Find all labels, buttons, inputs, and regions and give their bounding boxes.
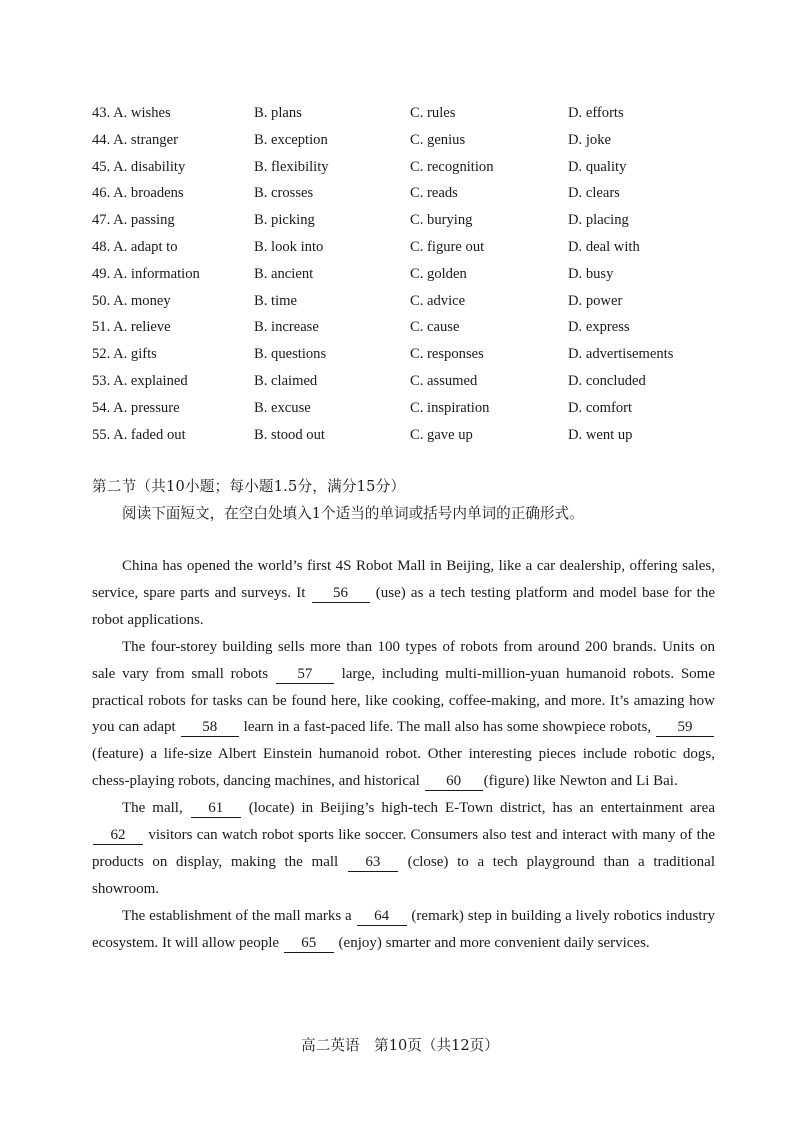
- option-a: 53. A. explained: [92, 372, 188, 389]
- option-c: C. figure out: [410, 238, 485, 255]
- option-b: B. excuse: [254, 399, 311, 416]
- option-a: 54. A. pressure: [92, 399, 180, 416]
- option-a: 43. A. wishes: [92, 105, 171, 121]
- text: learn in a fast-paced life. The mall also has some showpiece robots,: [239, 719, 655, 736]
- option-d: D. joke: [568, 131, 611, 148]
- reading-passage: [92, 553, 715, 957]
- option-c: C. responses: [410, 346, 484, 363]
- option-b: B. crosses: [254, 185, 314, 202]
- option-c: C. recognition: [410, 158, 494, 175]
- option-c: C. gave up: [410, 426, 473, 443]
- option-row-54: [92, 395, 732, 422]
- text: (close) to a tech playground than a traditional showroom.: [92, 853, 715, 897]
- option-d: D. deal with: [568, 238, 640, 255]
- option-b: B. increase: [254, 319, 319, 336]
- option-row-51: [92, 314, 732, 341]
- text: China has opened the world’s first 4S Robot Mall in Beijing, like a car dealership, offering sales, service, spare parts and surveys. It: [92, 558, 715, 601]
- option-row-48: [92, 234, 732, 261]
- option-a: 46. A. broadens: [92, 185, 184, 202]
- option-d: D. busy: [568, 265, 614, 282]
- option-b: B. time: [254, 292, 297, 309]
- blank-56: 56: [312, 584, 370, 603]
- option-b: B. claimed: [254, 372, 318, 389]
- text: (remark) step in building a lively robotics industry ecosystem. It will allow people: [92, 907, 716, 951]
- option-a: 44. A. stranger: [92, 131, 178, 148]
- blank-60: 60: [425, 772, 483, 791]
- text: The establishment of the mall marks a: [122, 907, 356, 924]
- paragraph-1: [92, 553, 715, 634]
- option-c: C. reads: [410, 185, 458, 202]
- option-d: D. power: [568, 292, 623, 309]
- option-a: 49. A. information: [92, 265, 200, 282]
- option-b: B. ancient: [254, 265, 314, 282]
- text: (locate) in Beijing’s high-tech E-Town district, has an entertainment area: [241, 800, 715, 817]
- option-row-50: [92, 288, 732, 315]
- option-c: C. inspiration: [410, 399, 490, 416]
- blank-65: 65: [284, 934, 334, 953]
- option-row-52: [92, 341, 732, 368]
- text: The mall,: [122, 800, 190, 817]
- blank-59: 59: [656, 718, 714, 737]
- option-d: D. comfort: [568, 399, 633, 416]
- option-row-45: [92, 154, 732, 181]
- option-a: 50. A. money: [92, 292, 171, 309]
- option-a: 48. A. adapt to: [92, 238, 178, 255]
- option-c: C. genius: [410, 131, 466, 148]
- option-c: C. rules: [410, 105, 456, 121]
- section-instruction: 阅读下面短文，在空白处填入1个适当的单词或括号内单词的正确形式。: [122, 505, 584, 522]
- page-footer: 高二英语 第10页（共12页）: [301, 1037, 499, 1054]
- option-b: B. exception: [254, 131, 328, 148]
- option-d: D. placing: [568, 212, 629, 229]
- option-d: D. efforts: [568, 105, 624, 121]
- option-a: 47. A. passing: [92, 212, 175, 229]
- option-row-44: [92, 127, 732, 154]
- option-b: B. look into: [254, 238, 324, 255]
- option-a: 51. A. relieve: [92, 319, 171, 336]
- text: large, including multi-million-yuan humanoid robots. Some practical robots for tasks can be found here, like cooking, coffee-making, and more. It’s amazing how you can adapt: [92, 665, 715, 736]
- option-d: D. concluded: [568, 372, 646, 389]
- blank-57: 57: [276, 665, 334, 684]
- option-d: D. clears: [568, 185, 620, 202]
- option-b: B. picking: [254, 212, 315, 229]
- option-row-47: [92, 207, 732, 234]
- option-d: D. advertisements: [568, 346, 674, 363]
- option-row-55: [92, 422, 732, 449]
- blank-58: 58: [181, 718, 239, 737]
- options-table: [92, 100, 732, 448]
- text: (feature) a life-size Albert Einstein humanoid robot. Other interesting pieces include robotic dogs, chess-playing robots, dancing machines, and historical: [92, 746, 715, 790]
- option-c: C. assumed: [410, 372, 478, 389]
- option-c: C. burying: [410, 212, 473, 229]
- text: (use) as a tech testing platform and model base for the robot applications.: [92, 584, 715, 628]
- option-d: D. express: [568, 319, 630, 336]
- option-row-49: [92, 261, 732, 288]
- option-a: 55. A. faded out: [92, 426, 186, 443]
- option-b: B. stood out: [254, 426, 325, 443]
- option-d: D. went up: [568, 426, 633, 443]
- option-b: B. questions: [254, 346, 327, 363]
- option-row-43: [92, 100, 732, 127]
- section-heading: 第二节（共10小题；每小题1.5分，满分15分）: [92, 478, 406, 495]
- blank-64: 64: [357, 907, 407, 926]
- option-b: B. flexibility: [254, 158, 329, 175]
- text: (enjoy) smarter and more convenient daily services.: [334, 934, 650, 951]
- text: The four-storey building sells more than 100 types of robots from around 200 brands. Units on sale vary from small robots: [92, 638, 715, 682]
- paragraph-2: [92, 634, 715, 795]
- blank-61: 61: [191, 799, 241, 818]
- paragraph-4: [92, 903, 715, 957]
- blank-62: 62: [93, 826, 143, 845]
- text: visitors can watch robot sports like soccer. Consumers also test and interact with many of the products on display, making the mall: [92, 827, 715, 870]
- text: (figure) like Newton and Li Bai.: [483, 773, 678, 790]
- paragraph-3: [92, 795, 715, 903]
- option-row-46: [92, 180, 732, 207]
- option-b: B. plans: [254, 105, 302, 121]
- option-c: C. golden: [410, 265, 467, 282]
- option-row-53: [92, 368, 732, 395]
- blank-63: 63: [348, 853, 398, 872]
- option-c: C. advice: [410, 292, 466, 309]
- option-c: C. cause: [410, 319, 460, 336]
- option-a: 52. A. gifts: [92, 346, 157, 363]
- option-d: D. quality: [568, 158, 627, 175]
- option-a: 45. A. disability: [92, 158, 186, 175]
